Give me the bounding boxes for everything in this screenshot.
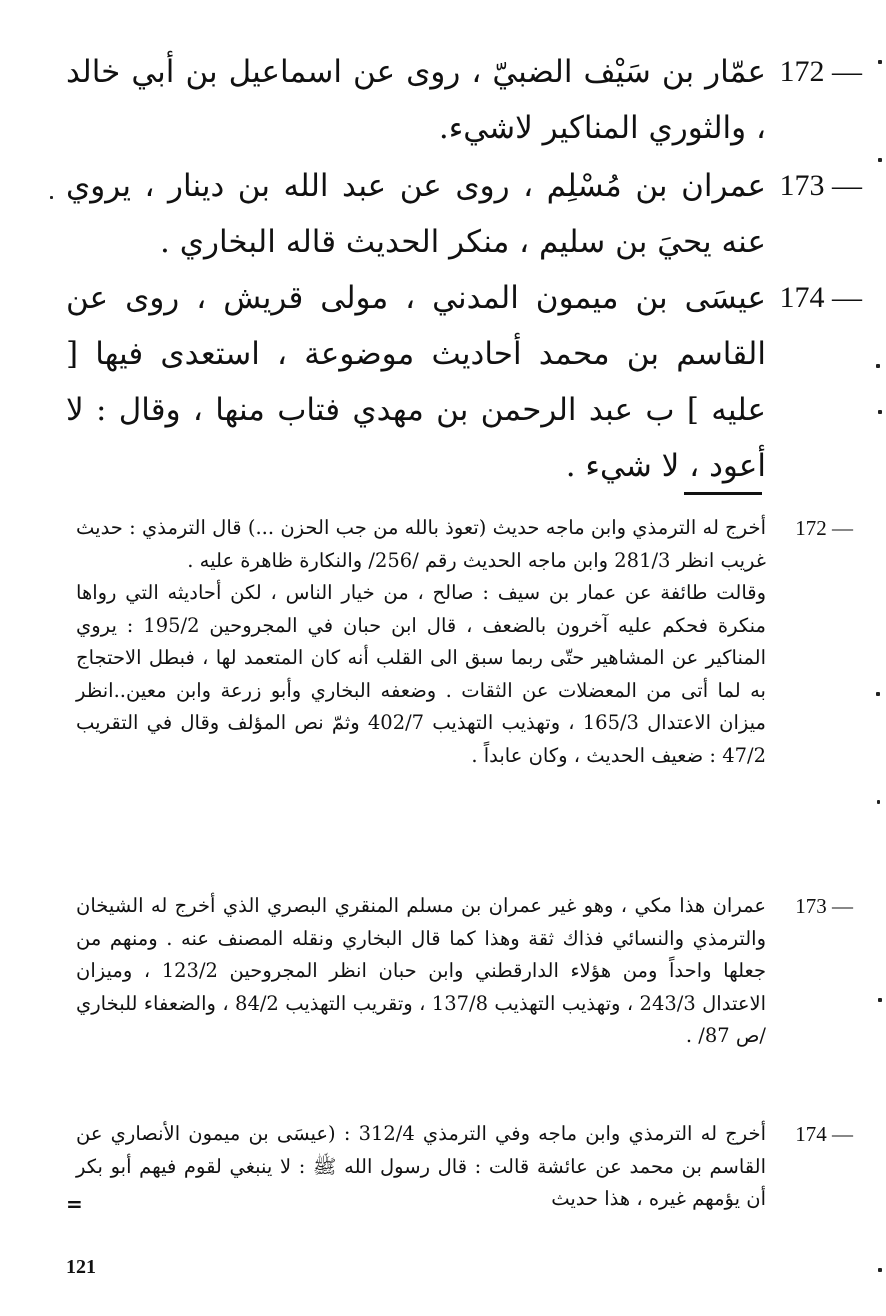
footnote-number-value: 174	[795, 1122, 827, 1146]
scan-speck	[877, 800, 880, 804]
entry-text: عمران بن مُسْلِم ، روى عن عبد الله بن دينار ، يروي عنه يحيَ بن سليم ، منكر الحديث قاله البخاري .	[66, 168, 766, 260]
entry-dash: —	[832, 55, 862, 88]
scan-speck	[878, 60, 882, 64]
footnote-text	[76, 512, 766, 772]
footnote-dash: —	[832, 1122, 853, 1146]
scan-speck	[876, 364, 880, 368]
entry-number-value: 173	[779, 169, 825, 202]
footnote-separator	[684, 492, 762, 495]
entry-number-value: 172	[779, 55, 825, 88]
footnote-number	[770, 1118, 862, 1151]
footnote-dash: —	[832, 894, 853, 918]
footnote-dash: —	[832, 516, 853, 540]
scan-speck	[878, 158, 882, 162]
entry-number	[772, 158, 862, 214]
entry-number-value: 174	[779, 281, 825, 314]
entry-text: عيسَى بن ميمون المدني ، مولى قريش ، روى عن القاسم بن محمد أحاديث موضوعة ، استعدى فيها [ عليه ] ب عبد الرحمن بن مهدي فتاب منها ، وقال : لا أعود ، لا شيء .	[66, 280, 766, 484]
entry-number	[772, 270, 862, 326]
footnote-number-value: 173	[795, 894, 827, 918]
footnote-text	[76, 1118, 766, 1216]
footnote-number-value: 172	[795, 516, 827, 540]
scan-speck	[878, 410, 882, 414]
entry-text: عمّار بن سَيْف الضبيّ ، روى عن اسماعيل بن أبي خالد ، والثوري المناكير لاشيء.	[66, 54, 766, 146]
page-number: 121	[66, 1256, 96, 1278]
scan-speck	[50, 196, 53, 199]
entry-dash: —	[832, 281, 862, 314]
footnote-paragraph: أخرج له الترمذي وابن ماجه وفي الترمذي 312/4 : (عيسَى بن ميمون الأنصاري عن القاسم بن محمد عن عائشة قالت : قال رسول الله ﷺ : لا ينبغي لقوم فيهم أبو بكر أن يؤمهم غيره ، هذا حديث	[76, 1122, 766, 1210]
footnote-number	[770, 890, 862, 923]
entry-dash: —	[832, 169, 862, 202]
entry-number	[772, 44, 862, 100]
scan-speck	[876, 692, 880, 696]
footnote-text	[76, 890, 766, 1053]
footnote-paragraph: وقالت طائفة عن عمار بن سيف : صالح ، من خيار الناس ، لكن أحاديثه التي رواها منكرة فحكم عليه آخرون بالضعف ، قال ابن حبان في المجروحين 195/2 : يروي المناكير عن المشاهير حتّى ربما سبق الى القلب أنه كان المتعمد لها ، فبطل الاحتجاج به لما أتى من المعضلات عن الثقات . وضعفه البخاري وأبو زرعة وابن معين..انظر ميزان الاعتدال 165/3 ، وتهذيب التهذيب 402/7 وثمّ نص المؤلف وقال في التقريب 47/2 : ضعيف الحديث ، وكان عابداً .	[76, 581, 767, 767]
footnote-number	[770, 512, 862, 545]
scan-speck	[878, 1268, 882, 1272]
continuation-mark: =	[66, 1192, 83, 1216]
footnote-paragraph: عمران هذا مكي ، وهو غير عمران بن مسلم المنقري البصري الذي أخرج له الشيخان والترمذي والنسائي فذاك ثقة وهذا كما قال البخاري ونقله المصنف عنه . ومنهم من جعلها واحداً ومن هؤلاء الدارقطني وابن حبان انظر المجروحين 123/2 ، وميزان الاعتدال 243/3 ، وتهذيب التهذيب 137/8 ، وتقريب التهذيب 84/2 ، والضعفاء للبخاري /ص 87/ .	[76, 894, 767, 1047]
footnote-paragraph: أخرج له الترمذي وابن ماجه حديث (تعوذ بالله من جب الحزن ...) قال الترمذي : حديث غريب انظر 281/3 وابن ماجه الحديث رقم /256/ والنكارة ظاهرة عليه .	[76, 516, 766, 572]
scan-speck	[878, 998, 882, 1002]
